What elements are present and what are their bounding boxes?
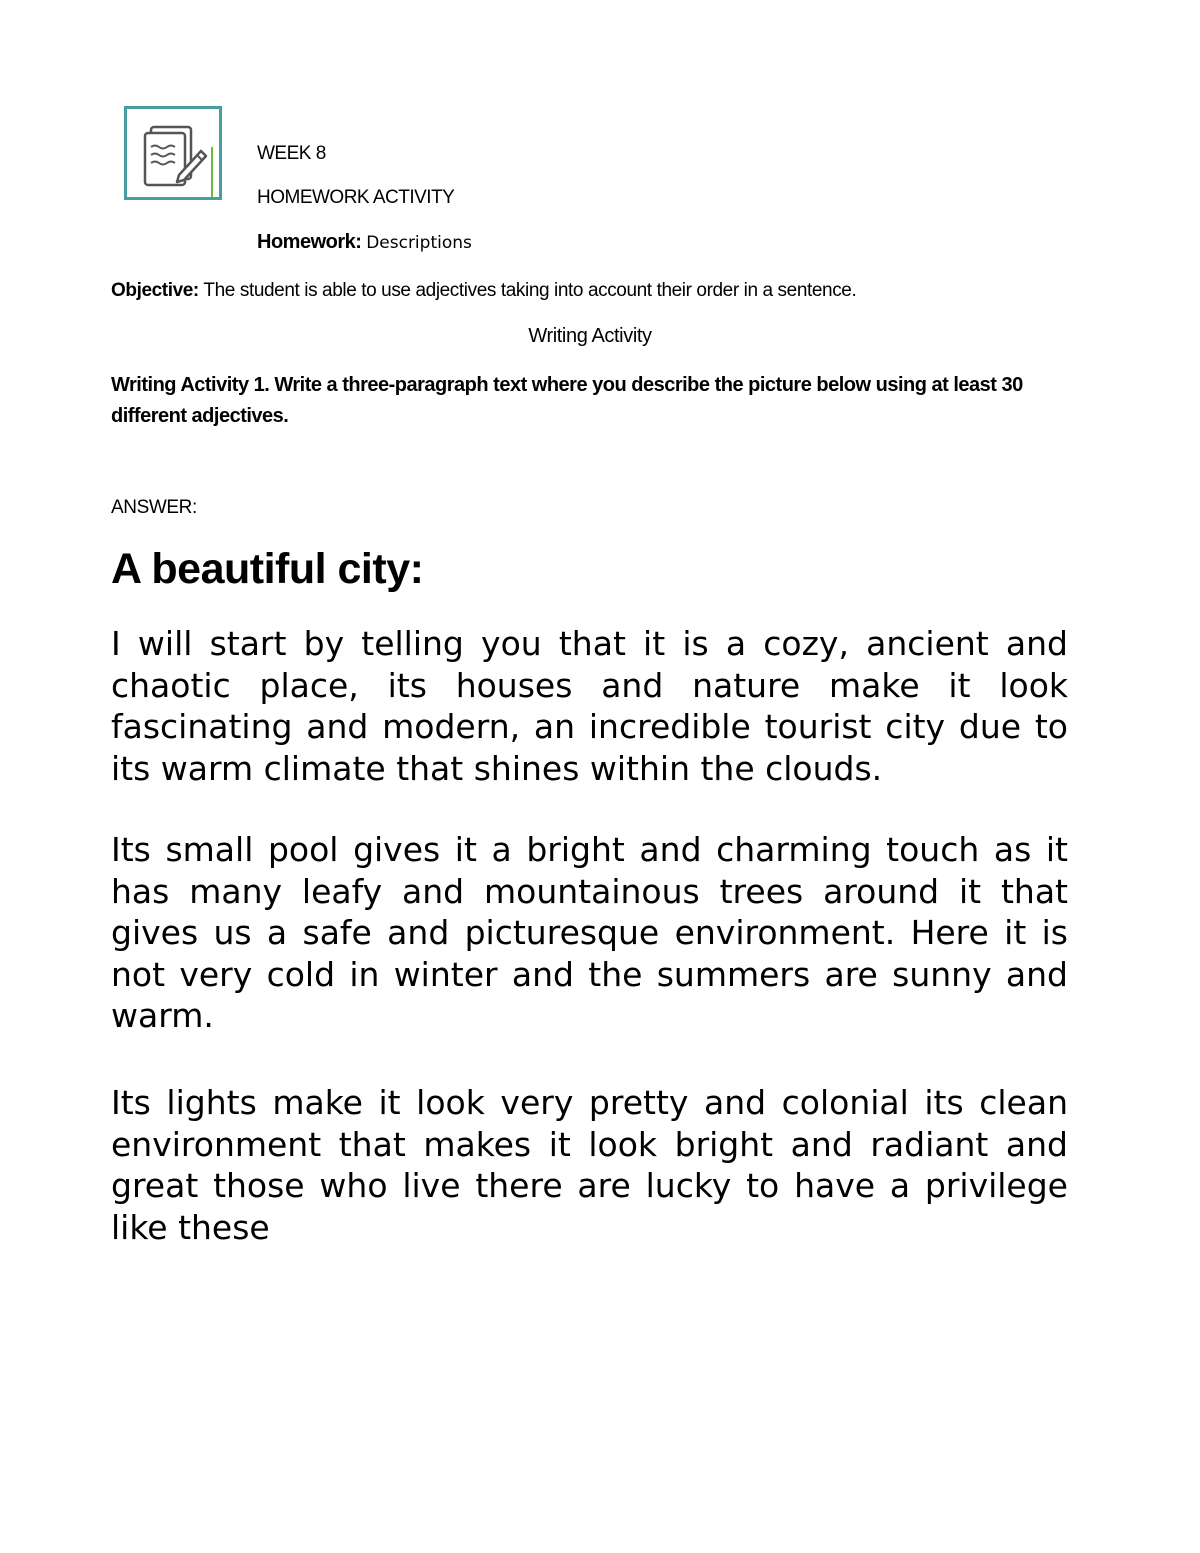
section-title: Writing Activity: [528, 325, 652, 347]
essay-paragraph-1: I will start by telling you that it is a cozy, ancient and chaotic place, its houses and nature make it look fascinating and modern, an incredible tourist city due to its warm climate that shines within the clouds.: [111, 624, 1068, 788]
essay-paragraph-3: Its lights make it look very pretty and colonial its clean environment that makes it look bright and radiant and great those who live there are lucky to have a privilege like these: [111, 1083, 1068, 1247]
notebook-pencil-icon: [141, 121, 211, 187]
objective-text: The student is able to use adjectives taking into account their order in a sentence.: [203, 280, 857, 301]
activity-type-label: HOMEWORK ACTIVITY: [257, 187, 455, 208]
essay-paragraph-2: Its small pool gives it a bright and charming touch as it has many leafy and mountainous trees around it that gives us a safe and picturesque environment. Here it is not very cold in winter and the summers are sunny and warm.: [111, 830, 1068, 1035]
homework-label: Homework:: [257, 231, 362, 253]
homework-line: [257, 231, 472, 254]
answer-label: ANSWER:: [111, 497, 197, 518]
homework-value: Descriptions: [366, 233, 472, 253]
objective-line: [111, 280, 856, 302]
essay-title: A beautiful city:: [111, 545, 424, 593]
logo-accent-bar: [211, 147, 213, 197]
week-label: WEEK 8: [257, 143, 326, 164]
homework-logo: [124, 106, 222, 200]
activity-instruction: Writing Activity 1. Write a three-paragraph text where you describe the picture below using at least 30 different adjectives.: [111, 374, 1023, 427]
objective-label: Objective:: [111, 280, 199, 301]
